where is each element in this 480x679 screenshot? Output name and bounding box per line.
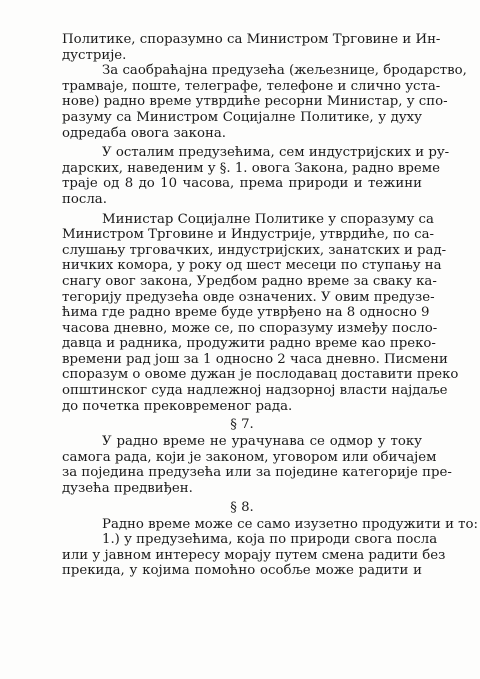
section-heading: § 8.: [230, 499, 254, 515]
paragraph: [62, 32, 441, 63]
text-line: слушању трговачких, индустријских, занатских и рад-: [62, 242, 447, 258]
text-line: снагу овог закона, Уредбом радно време за сваку ка-: [62, 273, 437, 289]
body-text: [62, 32, 479, 579]
text-line: траје од 8 до 10 часова, према природи и тежини: [62, 176, 422, 192]
text-line: до почетка прековременог рада.: [62, 398, 293, 414]
text-line: У радно време не урачунава се одмор у току: [102, 434, 422, 450]
text-line: тегорију предузећа овде означених. У овим предузе-: [62, 289, 435, 305]
text-line: одредаба овога закона.: [62, 125, 226, 141]
paragraph: [62, 63, 467, 141]
text-line: дарских, наведеним у §. 1. овога Закона, радно време: [62, 160, 440, 176]
text-line: споразум о овоме дужан је послодавац доставити преко: [62, 367, 459, 383]
text-line: ничких комора, у року од шест месеци по ступању на: [62, 258, 442, 274]
text-line: дузећа предвиђен.: [62, 481, 193, 497]
text-line: самога рада, који је законом, уговором или обичајем: [62, 449, 437, 465]
text-line: Министар Социјалне Политике у споразуму са: [102, 211, 434, 227]
text-line: нове) радно време утврдиће ресорни Министар, у спо-: [62, 94, 448, 110]
text-line: Политике, споразумно са Министром Трговине и Ин-: [62, 32, 441, 47]
text-line: У осталим предузећима, сем индустријских и ру-: [102, 145, 450, 161]
text-line: дустрије.: [62, 47, 127, 63]
text-line: посла.: [62, 191, 107, 207]
text-line: општинског суда надлежној надзорној власти најдаље: [62, 383, 448, 399]
text-line: часова дневно, може се, по споразуму између посло-: [62, 320, 438, 336]
text-line: давца и радника, продужити радно време као преко-: [62, 336, 436, 352]
text-line: трамваје, поште, телеграфе, телефоне и слично уста-: [62, 78, 441, 94]
text-line: времени рад још за 1 односно 2 часа дневно. Писмени: [62, 351, 448, 367]
text-line: За саобраћајна предузећа (жељезнице, бродарство,: [102, 63, 467, 79]
text-line: Радно време може се само изузетно продужити и то:: [102, 516, 479, 532]
text-line: прекида, у којима помоћно особље може радити и: [62, 563, 422, 579]
section-heading: § 7.: [230, 417, 254, 433]
section-7-paragraph: [62, 434, 452, 497]
text-line: ћима где радно време буде утврђено на 8 односно 9: [62, 305, 430, 321]
text-line: за поједина предузећа или за поједине категорије пре-: [62, 465, 452, 481]
paragraph: [62, 145, 450, 207]
text-line: 1.) у предузећима, која по природи свога посла: [102, 532, 438, 548]
text-line: Министром Трговине и Индустрије, утврдиће, по са-: [62, 227, 435, 243]
text-line: или у јавном интересу морају путем смена радити без: [62, 547, 446, 563]
section-8-paragraph: [62, 516, 479, 579]
text-line: разуму са Министром Социјалне Политике, у духу: [62, 109, 422, 125]
paragraph: [62, 211, 459, 415]
